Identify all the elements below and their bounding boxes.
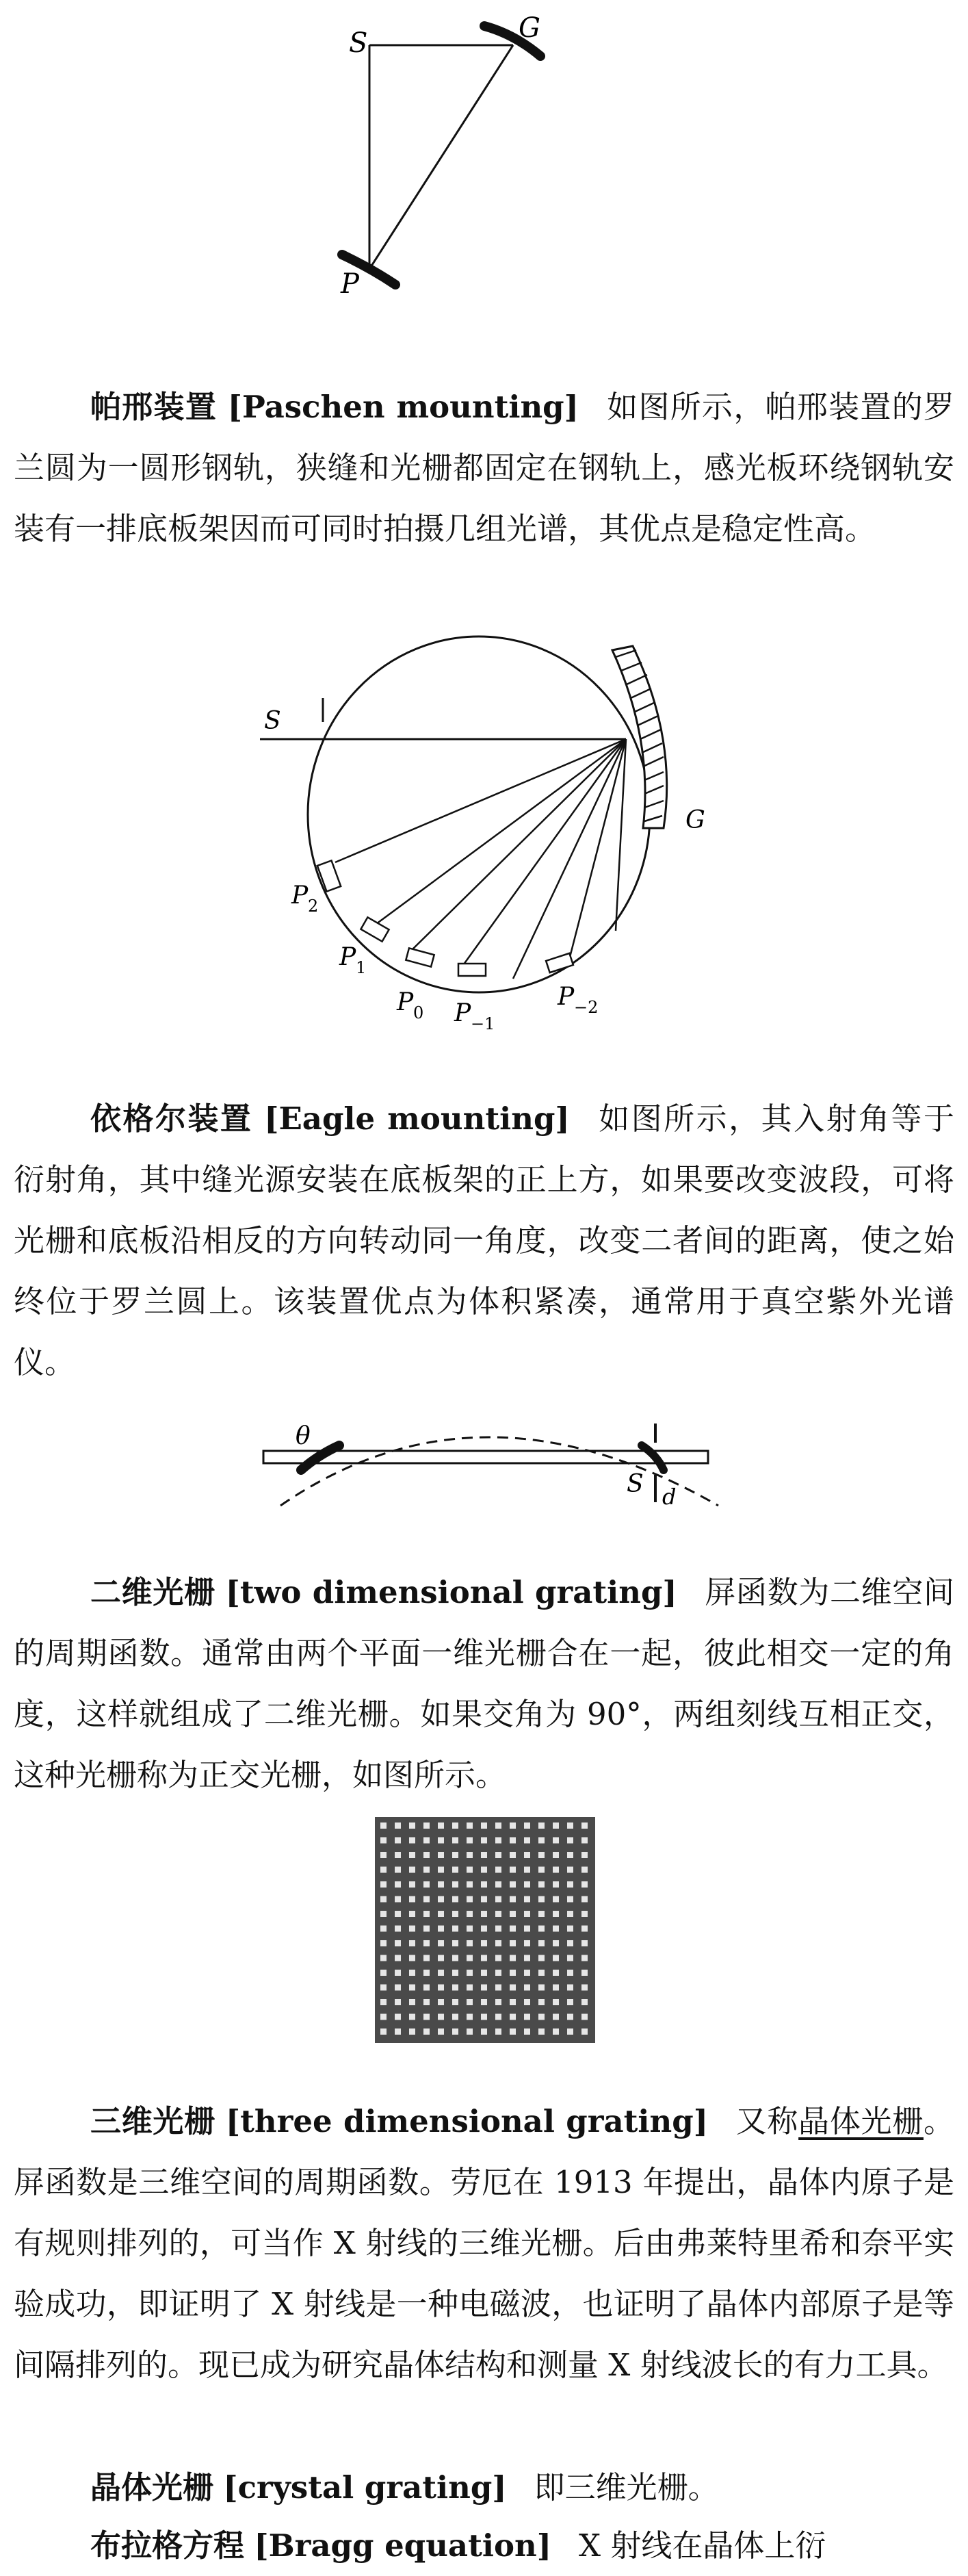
label-p0 [396,988,423,1022]
grating-dot [524,2014,530,2020]
two-dim-term: 二维光栅 [90,1574,215,1610]
grating-dot [438,2014,444,2020]
orthogonal-grating-figure [375,1817,595,2043]
grating-dot [452,1852,458,1858]
grating-dot [423,1970,430,1976]
grating-dot [438,2028,444,2035]
grating-dot [495,1940,501,1946]
crystal-paragraph [14,2457,954,2518]
ray-p1 [376,739,626,924]
grating-dot [409,2014,415,2020]
grating-dot [395,1852,401,1858]
grating-dot [467,1940,473,1946]
grating-dot [524,1867,530,1873]
label-g: G [685,806,705,834]
grating-dot [452,1838,458,1844]
grating-dot [423,1881,430,1888]
grating-dot [510,1852,516,1858]
plate-pm1 [458,964,486,976]
eagle-mounting-figure [253,630,725,1054]
svg-text:−1: −1 [471,1014,495,1033]
grating-dot [495,1896,501,1903]
grating-dot [510,1896,516,1903]
grating-dot [380,1852,387,1858]
ray-extra [616,739,626,931]
svg-text:2: 2 [308,897,319,916]
paschen-body: 如图所示，帕邢装置的罗兰圆为一圆形钢轨，狭缝和光栅都固定在钢轨上，感光板环绕钢轨安装有一排底板架因而可同时拍摄几组光谱，其优点是稳定性高。 [14,389,954,547]
grating-dot [438,1970,444,1976]
grating-dot [452,1911,458,1917]
grating-dot [395,2014,401,2020]
grating-dots [380,1822,588,2035]
grating-dot [567,1926,573,1932]
grating-dot [581,1940,588,1946]
bragg-english: [Bragg equation] [254,2527,551,2564]
grating-dot [581,1955,588,1961]
grating-dot [495,1911,501,1917]
grating-dot [495,1970,501,1976]
grating-dot [581,2028,588,2035]
grating-dot [481,1926,487,1932]
grating-dot [481,1940,487,1946]
grating-dot [581,1852,588,1858]
grating-dot [567,1822,573,1829]
grating-dot [581,1838,588,1844]
grating-dot [481,2014,487,2020]
svg-text:−2: −2 [574,998,599,1017]
grating-dot [553,1955,559,1961]
grating-dot [423,2014,430,2020]
grating-dot [524,1970,530,1976]
grating-dot [524,1955,530,1961]
grating-dot [409,1999,415,2005]
grating-dot [423,1985,430,1991]
grating-dot [409,2028,415,2035]
grating-dot [380,1940,387,1946]
grating-dot [510,1999,516,2005]
bragg-body: X 射线在晶体上衍 [579,2527,826,2564]
grating-dot [423,2028,430,2035]
grating-dot [452,1881,458,1888]
grating-dot [438,1838,444,1844]
grating-dot [524,1896,530,1903]
label-theta: θ [296,1422,311,1450]
grating-dot [467,1911,473,1917]
grating-dot [538,2014,545,2020]
grating-dot [510,1881,516,1888]
grating-dot [553,1822,559,1829]
grating-dot [380,1838,387,1844]
grating-dot [567,1911,573,1917]
grating-dot [510,1926,516,1932]
svg-text:P: P [558,983,575,1011]
grating-dot [481,1867,487,1873]
grating-dot [567,1838,573,1844]
grating-dot [481,1911,487,1917]
bragg-paragraph [14,2515,954,2576]
two-dim-body: 屏函数为二维空间的周期函数。通常由两个平面一维光栅合在一起，彼此相交一定的角度，这样就组成了二维光栅。如果交角为 90°，两组刻线互相正交，这种光栅称为正交光栅，如图所示。 [14,1574,954,1793]
grating-dot [538,1955,545,1961]
grating-dot [467,1970,473,1976]
grating-dot [538,2028,545,2035]
label-p: P [341,268,359,300]
grating-dot [467,2028,473,2035]
grating-dot [467,1985,473,1991]
ray-pm2 [568,739,626,965]
grating-dot [467,1999,473,2005]
grating-dot [567,1940,573,1946]
grating-dot [524,1911,530,1917]
crystal-english: [crystal grating] [223,2469,507,2506]
grating-dot [524,1822,530,1829]
grating-dot [495,1985,501,1991]
eagle-paragraph [14,1088,954,1393]
grating-dot [553,2014,559,2020]
grating-dot [553,1999,559,2005]
grating-dot [510,1970,516,1976]
grating-dot [409,1940,415,1946]
grating-dot [495,2028,501,2035]
grating-dot [524,1926,530,1932]
grating-dot [467,1881,473,1888]
grating-block [612,646,667,828]
diffracted-ray [371,45,513,267]
grating-dot [538,1985,545,1991]
grating-dot [495,1999,501,2005]
grating-dot [524,1852,530,1858]
grating-dot [423,1867,430,1873]
grating-dot [395,1940,401,1946]
grating-dot [581,1822,588,1829]
grating-dot [380,1867,387,1873]
grating-dot [553,2028,559,2035]
label-s: S [627,1470,644,1498]
grating-dot [567,1852,573,1858]
grating-dot [495,1881,501,1888]
label-g: G [519,12,540,44]
grating-dot [481,1999,487,2005]
grating-dot [438,1985,444,1991]
grating-dot [510,2028,516,2035]
grating-dot [567,1985,573,1991]
grating-dot [467,1838,473,1844]
grating-dot [581,1881,588,1888]
grating-dot [538,1970,545,1976]
grating-dot [495,1926,501,1932]
grating-dot [553,1940,559,1946]
grating-dot [380,1955,387,1961]
grating-dot [510,1911,516,1917]
grating-dot [538,1867,545,1873]
crystal-body: 即三维光栅。 [534,2469,719,2506]
grating-dot [524,1838,530,1844]
grating-dot [538,1838,545,1844]
grating-dot [581,1896,588,1903]
grating-dot [423,1999,430,2005]
grating-dot [510,1838,516,1844]
grating-dot [380,1970,387,1976]
two-dim-paragraph [14,1562,954,1805]
grating-dot [495,2014,501,2020]
grating-dot [567,2028,573,2035]
grating-dot [423,1896,430,1903]
paschen-paragraph [14,376,954,559]
grating-dot [452,1822,458,1829]
grating-dot [395,1985,401,1991]
grating-dot [452,1985,458,1991]
grating-dot [524,1881,530,1888]
grating-dot [553,1896,559,1903]
grating-dot [553,1867,559,1873]
grating-dot [409,1985,415,1991]
grating-dot [395,1970,401,1976]
plate-p0 [406,948,434,966]
grating-rotation-figure [253,1389,732,1526]
svg-text:P: P [454,999,471,1027]
grating-dot [524,1985,530,1991]
grating-dot [495,1955,501,1961]
grating-dot [567,1970,573,1976]
grating-dot [380,1926,387,1932]
grating-dot [567,1896,573,1903]
grating-dot [524,2028,530,2035]
grating-dot [395,1926,401,1932]
svg-text:0: 0 [413,1003,424,1022]
grating-dot [409,1896,415,1903]
label-d: d [662,1484,677,1510]
grating-dot [581,1970,588,1976]
grating-dot [553,1926,559,1932]
grating-dot [423,1955,430,1961]
grating-dot [423,1838,430,1844]
grating-dot [481,2028,487,2035]
two-dim-english: [two dimensional grating] [225,1574,677,1610]
grating-dot [409,1926,415,1932]
label-p2 [291,881,318,916]
grating-dot [467,1822,473,1829]
grating-dot [467,1852,473,1858]
grating-dot [510,1940,516,1946]
grating-dot [409,1867,415,1873]
svg-text:P: P [339,943,356,971]
grating-dot [438,1955,444,1961]
plate-pm2 [546,953,573,973]
plate-p1 [361,917,389,941]
three-dim-body: 。屏函数是三维空间的周期函数。劳厄在 1913 年提出，晶体内原子是有规则排列的，可当作 X 射线的三维光栅。后由弗莱特里希和奈平实验成功，即证明了 X 射线是一种电磁波，也证明了晶体内部原子是等间隔排列的。现已成为研究晶体结构和测量 X 射线波长的有力工具。 [14,2103,954,2383]
grating-dot [467,1867,473,1873]
grating-dot [380,1999,387,2005]
crystal-term: 晶体光栅 [90,2469,214,2506]
three-dim-term: 三维光栅 [90,2103,215,2139]
grating-dot [438,1926,444,1932]
grating-dot [481,1838,487,1844]
grating-dot [553,1838,559,1844]
grating-dot [380,1911,387,1917]
grating-dot [452,2028,458,2035]
grating-dot [380,1896,387,1903]
grating-dot [538,1911,545,1917]
grating-dot [510,1955,516,1961]
grating-dot [481,1955,487,1961]
grating-dot [510,1985,516,1991]
grating-dot [553,1852,559,1858]
grating-dot [395,1999,401,2005]
grating-dot [538,1999,545,2005]
ray-p1b [410,739,626,951]
grating-dot [524,1940,530,1946]
grating-dot [553,1970,559,1976]
three-dim-english: [three dimensional grating] [225,2103,708,2139]
grating-dot [581,1999,588,2005]
grating-dot [510,1822,516,1829]
grating-dot [581,1985,588,1991]
grating-dot [438,1999,444,2005]
grating-dot [423,1852,430,1858]
grating-dot [467,1926,473,1932]
grating-dot [380,1985,387,1991]
grating-dot [581,2014,588,2020]
bragg-term: 布拉格方程 [90,2527,245,2564]
grating-dot [438,1822,444,1829]
grating-dot [510,1867,516,1873]
grating-dot [481,1822,487,1829]
grating-dot [438,1911,444,1917]
grating-dot [510,2014,516,2020]
three-dim-paragraph [14,2091,954,2395]
grating-dot [395,2028,401,2035]
grating-dot [395,1911,401,1917]
grating-dot [380,1881,387,1888]
grating-dot [423,1926,430,1932]
grating-dot [538,1852,545,1858]
grating-dot [495,1867,501,1873]
label-s: S [264,707,281,735]
grating-dot [538,1896,545,1903]
grating-dot [495,1838,501,1844]
grating-dot [395,1822,401,1829]
grating-dot [409,1955,415,1961]
plate-p2 [317,860,341,891]
grating-dot [395,1838,401,1844]
grating-dot [538,1822,545,1829]
grating-dot [553,1911,559,1917]
grating-dot [567,1999,573,2005]
grating-dot [495,1822,501,1829]
grating-dot [452,1896,458,1903]
grating-dot [581,1926,588,1932]
grating-dot [553,1985,559,1991]
grating-dot [395,1955,401,1961]
paschen-term: 帕邢装置 [90,389,218,425]
grating-dot [481,1852,487,1858]
grating-dot [409,1911,415,1917]
grating-dot [538,1926,545,1932]
grating-dot [553,1881,559,1888]
label-pm1 [454,999,495,1033]
three-dim-pre: 又称 [735,2103,799,2139]
rowland-circle [308,636,650,992]
grating-dot [581,1867,588,1873]
grating-dot [481,1881,487,1888]
grating-dot [481,1985,487,1991]
grating-dot [452,1970,458,1976]
eagle-body: 如图所示，其入射角等于衍射角，其中缝光源安装在底板架的正上方，如果要改变波段，可将光栅和底板沿相反的方向转动同一角度，改变二者间的距离，使之始终位于罗兰圆上。该装置优点为体积紧凑，通常用于真空紫外光谱仪。 [14,1100,954,1380]
grating-dot [452,1955,458,1961]
grating-dot [409,1852,415,1858]
label-p1 [339,943,366,977]
grating-dot [581,1911,588,1917]
grating-dot [380,2028,387,2035]
rowland-arc [280,1437,718,1506]
ray-pm1 [513,739,626,979]
grating-dot [481,1970,487,1976]
eagle-english: [Eagle mounting] [264,1100,570,1137]
grating-dot [423,1911,430,1917]
grating-dot [524,1999,530,2005]
grating-dot [409,1838,415,1844]
grating-dot [452,1867,458,1873]
grating-dot [495,1852,501,1858]
grating-dot [467,1896,473,1903]
grating-dot [467,2014,473,2020]
grating-dot [409,1970,415,1976]
grating-dot [538,1940,545,1946]
grating-dot [438,1852,444,1858]
paschen-english: [Paschen mounting] [227,389,579,425]
grating-dot [481,1896,487,1903]
grating-dot [423,1940,430,1946]
grating-dot [567,1867,573,1873]
grating-dot [423,1822,430,1829]
label-s: S [349,27,368,59]
grating-dot [567,2014,573,2020]
grating-dot [467,1955,473,1961]
svg-text:P: P [291,881,309,910]
grating-dot [438,1867,444,1873]
grating-dot [395,1896,401,1903]
grating-dot [380,1822,387,1829]
svg-text:1: 1 [356,958,367,977]
grating-dot [395,1867,401,1873]
grating-dot [538,1881,545,1888]
paschen-mounting-figure [322,0,568,335]
grating-dot [409,1822,415,1829]
grating-dot [452,1940,458,1946]
grating-dot [409,1881,415,1888]
grating-dot [452,1999,458,2005]
eagle-term: 依格尔装置 [90,1100,253,1137]
grating-dot [452,1926,458,1932]
crystal-grating-link[interactable]: 晶体光栅 [798,2103,924,2139]
grating-dot [452,2014,458,2020]
grating-dot [395,1881,401,1888]
grating-dot [567,1955,573,1961]
grating-dot [380,2014,387,2020]
svg-text:P: P [397,988,414,1016]
grating-dot [438,1896,444,1903]
label-pm2 [557,983,598,1017]
grating-dot [567,1881,573,1888]
grating-dot [438,1940,444,1946]
grating-dot [438,1881,444,1888]
